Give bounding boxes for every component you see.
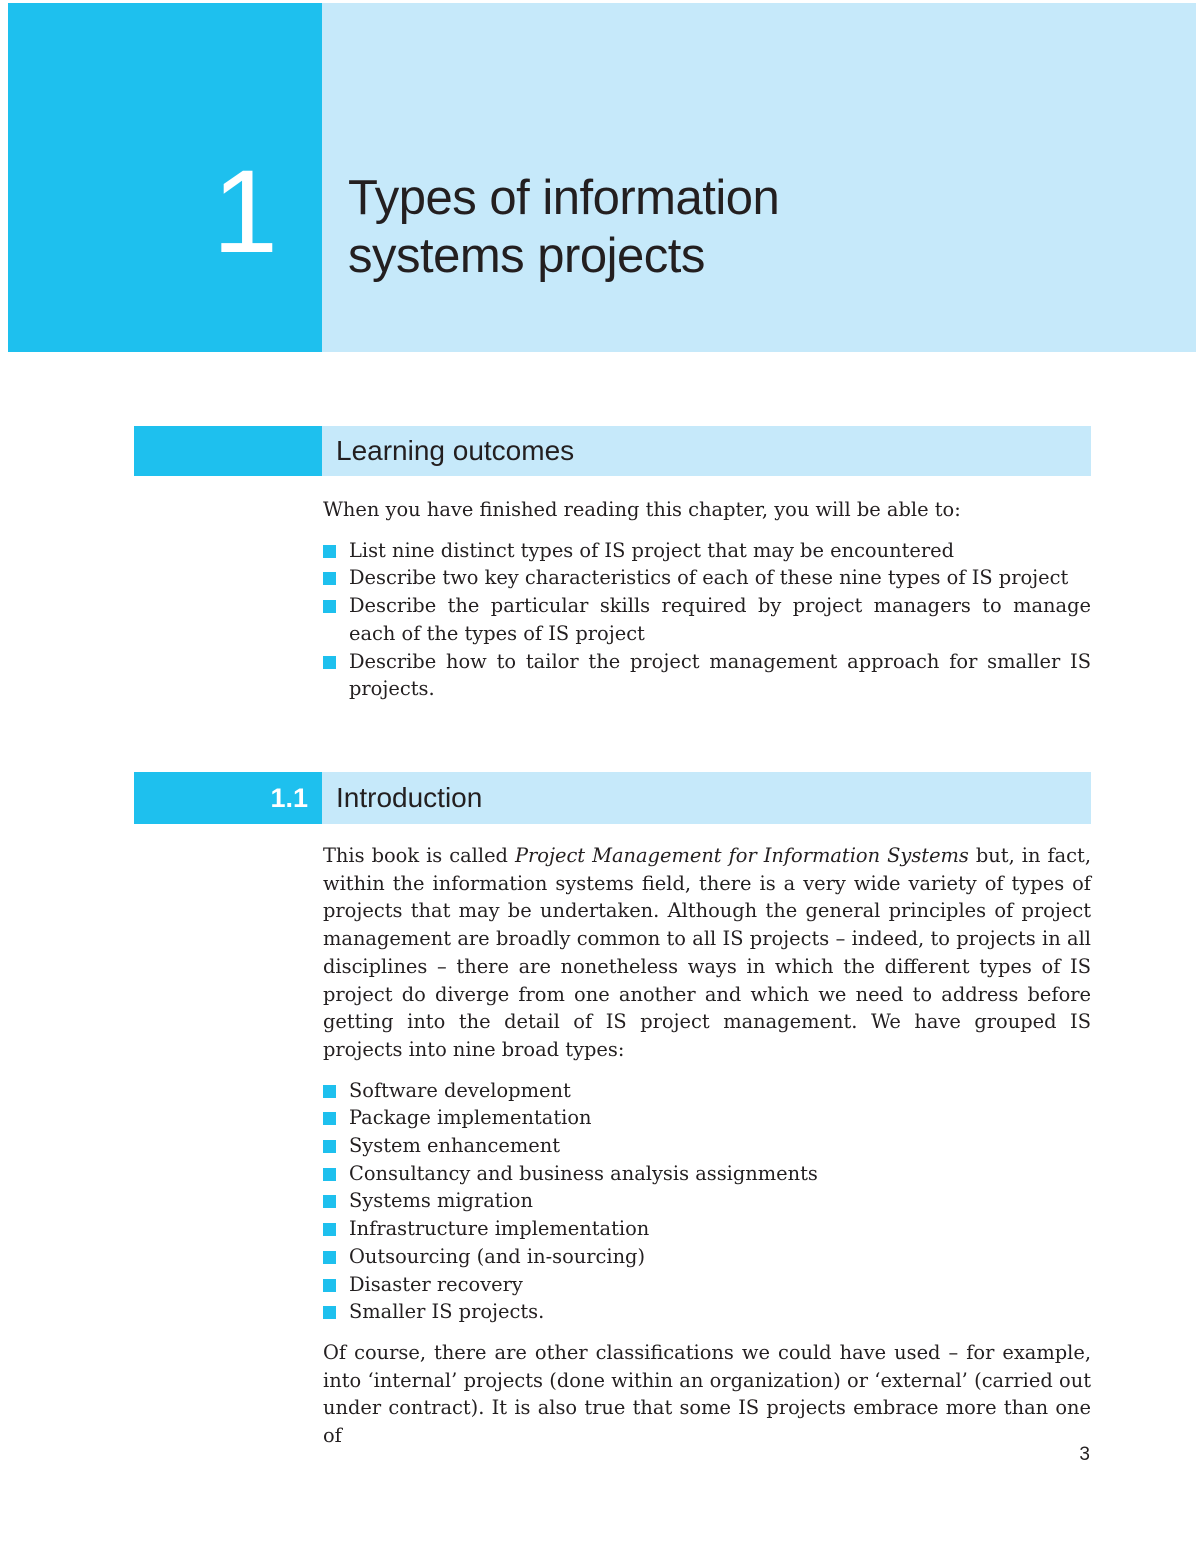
list-item-text: Package implementation — [349, 1106, 592, 1130]
learning-outcomes-intro: When you have finished reading this chapter, you will be able to: — [323, 498, 961, 521]
bullet-square-icon — [323, 1140, 336, 1153]
project-type-item — [323, 1243, 1091, 1271]
bullet-square-icon — [323, 1085, 336, 1098]
classification-paragraph: Of course, there are other classifications we could have used – for example, into ‘internal’ projects (done within an organization) or ‘external’ (carried out under contract). It is also true that some IS projects embrace more than one of — [323, 1340, 1091, 1448]
list-item-text: List nine distinct types of IS project that may be encountered — [349, 538, 955, 562]
bullet-square-icon — [323, 1112, 336, 1125]
learning-outcomes-body — [323, 496, 1091, 703]
list-item-text: Describe the particular skills required by project managers to manage each of the types of IS project — [349, 594, 1091, 645]
project-type-item — [323, 1104, 1091, 1132]
bullet-square-icon — [323, 572, 336, 585]
section-title-panel — [322, 772, 1091, 824]
list-item-text: Systems migration — [349, 1189, 533, 1213]
chapter-title: Types of information systems projects — [348, 171, 780, 283]
project-type-item — [323, 1077, 1091, 1105]
project-type-item — [323, 1215, 1091, 1243]
section-number-panel — [134, 772, 322, 824]
list-item-text: Disaster recovery — [349, 1272, 523, 1296]
bullet-square-icon — [323, 1223, 336, 1236]
project-type-item — [323, 1298, 1091, 1326]
bullet-square-icon — [323, 1251, 336, 1264]
paragraph-text: This book is called — [323, 844, 515, 867]
bullet-square-icon — [323, 1168, 336, 1181]
learning-outcome-item — [323, 537, 1091, 565]
list-item-text: Describe how to tailor the project management approach for smaller IS projects. — [349, 649, 1091, 701]
bullet-square-icon — [323, 1279, 336, 1292]
paragraph-text: but, in fact, within the information systems field, there is a very wide variety of types of projects that may be undertaken. Although the general principles of project management are broadly common to all IS projects – indeed, to projects in all disciplines – there are nonetheless ways in which the different types of IS project do diverge from one another and which we need to address before getting into the detail of IS project management. We have grouped IS projects into nine broad types: — [323, 844, 1091, 1061]
bullet-square-icon — [323, 1306, 336, 1319]
list-item-text: Describe two key characteristics of each of these nine types of IS project — [349, 566, 1069, 590]
list-item-text: System enhancement — [349, 1134, 560, 1158]
list-item-text: Software development — [349, 1078, 571, 1102]
list-item-text: Consultancy and business analysis assignments — [349, 1161, 818, 1185]
learning-outcomes-list — [323, 537, 1091, 703]
book-title: Project Management for Information Systems — [514, 844, 969, 867]
learning-outcomes-header — [134, 426, 1091, 476]
bullet-square-icon — [323, 600, 336, 613]
list-item-text: Infrastructure implementation — [349, 1217, 650, 1241]
section-number: 1.1 — [270, 782, 308, 813]
section-title-panel — [322, 426, 1091, 476]
project-type-item — [323, 1187, 1091, 1215]
bullet-square-icon — [323, 656, 336, 669]
list-item-text: Smaller IS projects. — [349, 1300, 545, 1324]
learning-outcome-item — [323, 564, 1091, 592]
chapter-number: 1 — [212, 146, 278, 278]
project-types-list — [323, 1077, 1091, 1326]
introduction-body — [323, 842, 1091, 1450]
introduction-heading: Introduction — [336, 782, 483, 813]
bullet-square-icon — [323, 1195, 336, 1208]
project-type-item — [323, 1132, 1091, 1160]
learning-outcome-item — [323, 592, 1091, 647]
project-type-item — [323, 1271, 1091, 1299]
bullet-square-icon — [323, 545, 336, 558]
list-item-text: Outsourcing (and in-sourcing) — [349, 1244, 646, 1268]
chapter-number-panel — [8, 3, 322, 352]
learning-outcomes-heading: Learning outcomes — [336, 435, 575, 466]
chapter-title-panel — [322, 3, 1196, 352]
introduction-paragraph — [323, 842, 1091, 1064]
project-type-item — [323, 1160, 1091, 1188]
page-number: 3 — [1079, 1444, 1090, 1465]
section-number-panel — [134, 426, 322, 476]
learning-outcome-item — [323, 648, 1091, 703]
introduction-header — [134, 772, 1091, 824]
